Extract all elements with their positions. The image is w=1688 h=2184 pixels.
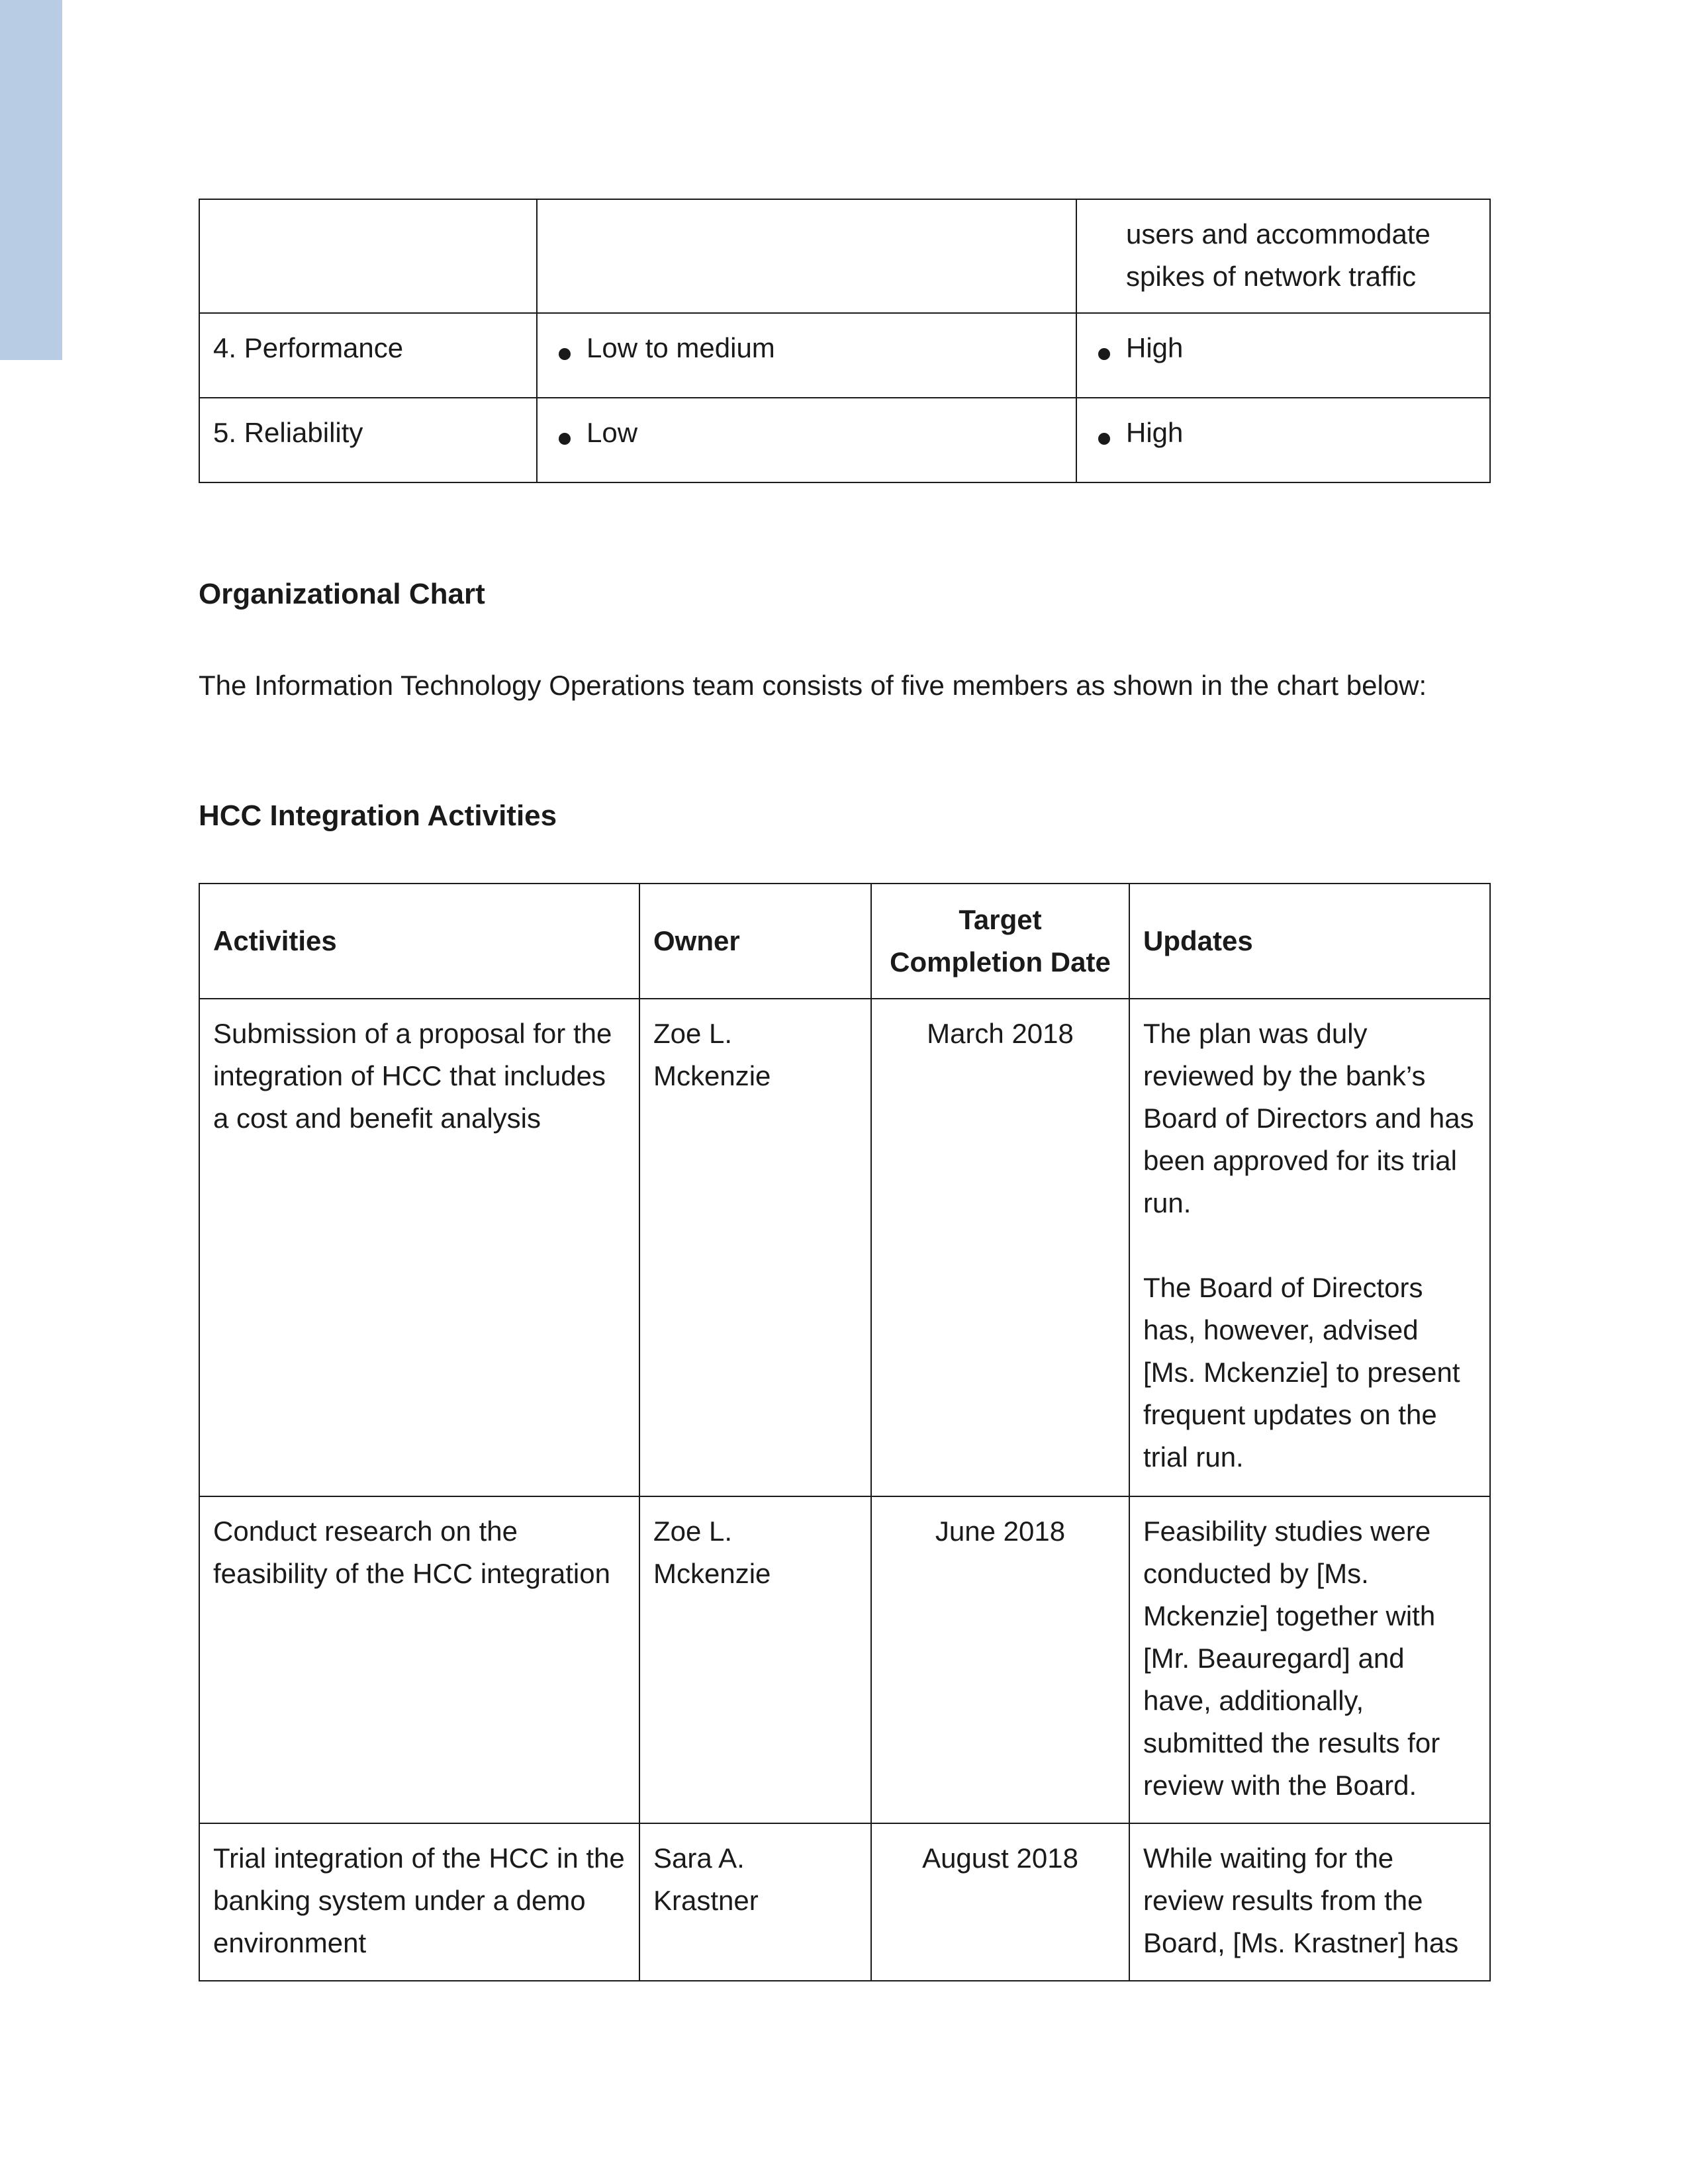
bullet-cell: Low [537,398,1076,482]
date-cell: March 2018 [871,999,1129,1496]
row-label: 4. Performance [199,313,537,398]
updates-cell [1129,1496,1490,1823]
org-chart-text: The Information Technology Operations team consists of five members as shown in the chart below: [199,670,1427,701]
updates-cell [1129,1823,1490,1981]
hcc-activities-table [199,883,1491,1981]
updates-cell [1129,999,1490,1496]
bullet-cell: High [1076,398,1490,482]
owner-cell: Zoe L. Mckenzie [639,1496,871,1823]
bullet-cell: Low to medium [537,313,1076,398]
table-cell-continued-text: users and accommodate spikes of network traffic [1076,199,1490,313]
activity-cell: Conduct research on the feasibility of the HCC integration [199,1496,639,1823]
update-paragraph: Feasibility studies were conducted by [Ms. Mckenzie] together with [Mr. Beauregard] and have, additionally, submitted the results for review with the Board. [1143,1516,1440,1801]
owner-cell: Sara A. Krastner [639,1823,871,1981]
activity-cell: Submission of a proposal for the integration of HCC that includes a cost and benefit analysis [199,999,639,1496]
date-cell: August 2018 [871,1823,1129,1981]
header-activities: Activities [199,884,639,999]
table-row [199,199,1490,313]
table-header-row [199,884,1490,999]
activity-cell: Trial integration of the HCC in the banking system under a demo environment [199,1823,639,1981]
table-cell-empty [537,199,1076,313]
header-target-date: Target Completion Date [871,884,1129,999]
header-owner: Owner [639,884,871,999]
update-paragraph: While waiting for the review results from the Board, [Ms. Krastner] has [1143,1843,1459,1958]
row-label: 5. Reliability [199,398,537,482]
table-row [199,999,1490,1496]
owner-cell: Zoe L. Mckenzie [639,999,871,1496]
side-tab-decoration [0,0,62,360]
table-row [199,313,1490,398]
comparison-table-continued [199,199,1491,483]
hcc-heading: HCC Integration Activities [199,799,557,832]
table-row [199,398,1490,482]
table-row [199,1496,1490,1823]
org-chart-heading: Organizational Chart [199,578,485,610]
table-row [199,1823,1490,1981]
date-cell: June 2018 [871,1496,1129,1823]
update-paragraph: The plan was duly reviewed by the bank’s Board of Directors and has been approved for its trial run. [1143,1018,1474,1218]
header-updates: Updates [1129,884,1490,999]
table-cell-empty [199,199,537,313]
update-paragraph: The Board of Directors has, however, advised [Ms. Mckenzie] to present frequent updates on the trial run. [1143,1272,1460,1473]
bullet-cell: High [1076,313,1490,398]
